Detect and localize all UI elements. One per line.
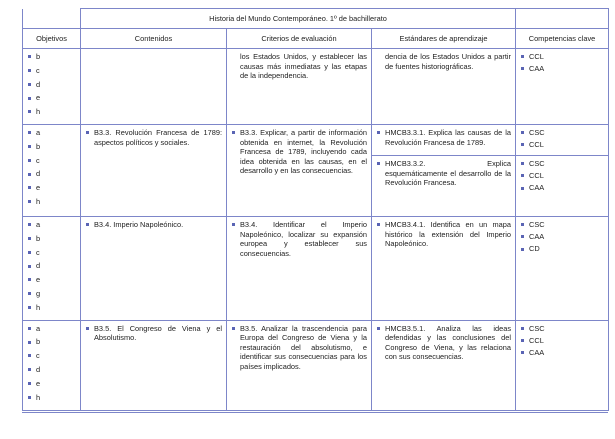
contenido-list (85, 324, 222, 343)
estandar-block (372, 155, 515, 191)
objetivos-cell (23, 320, 81, 410)
objetivo-item: g (27, 289, 76, 303)
contenido-list (85, 128, 222, 147)
objetivos-cell (23, 216, 81, 320)
objetivo-item: a (27, 220, 76, 234)
estandar-block (372, 321, 515, 365)
criterio-cell (227, 124, 372, 216)
objetivo-item: d (27, 80, 76, 94)
competencias-list (520, 324, 604, 361)
estandares-cell (372, 320, 516, 410)
curriculum-table (22, 8, 609, 411)
competencias-cell (516, 49, 609, 125)
competencia-item: CCL (520, 171, 604, 183)
header-objetivos: Objetivos (23, 29, 81, 49)
competencias-list (520, 159, 604, 196)
objetivo-item: b (27, 52, 76, 66)
objetivos-list (27, 52, 76, 121)
competencia-item: CCL (520, 336, 604, 348)
curriculum-table-sheet (22, 8, 608, 411)
objetivos-cell (23, 124, 81, 216)
criterio-cell (227, 320, 372, 410)
objetivos-cell (23, 49, 81, 125)
contenido-cell (81, 124, 227, 216)
competencia-item: CAA (520, 348, 604, 360)
objetivo-item: c (27, 248, 76, 262)
estandar-item: HMCB3.4.1. Identifica en un mapa histórico la extensión del Imperio Napoleónico. (376, 220, 511, 249)
competencias-list (520, 220, 604, 257)
contenido-item: B3.4. Imperio Napoleónico. (85, 220, 222, 230)
competencias-block (516, 125, 608, 155)
competencias-block (516, 217, 608, 260)
competencias-block (516, 155, 608, 199)
objetivo-item: d (27, 169, 76, 183)
criterio-list (231, 324, 367, 372)
competencia-item: CAA (520, 64, 604, 76)
empty-corner-cell (23, 9, 81, 29)
objetivo-item: h (27, 197, 76, 211)
criterio-item: los Estados Unidos, y establecer las causas más inmediatas y las etapas de la independencia. (240, 52, 367, 81)
competencia-item: CSC (520, 128, 604, 140)
estandares-cell (372, 216, 516, 320)
estandares-cell (372, 49, 516, 125)
objetivo-item: d (27, 365, 76, 379)
contenido-cell (81, 320, 227, 410)
objetivo-item: h (27, 303, 76, 317)
contenido-cell (81, 216, 227, 320)
estandar-list (376, 324, 511, 362)
empty-title-cell (516, 9, 609, 29)
table-row (23, 216, 609, 320)
competencias-cell (516, 320, 609, 410)
estandar-list (376, 159, 511, 188)
bottom-rule (22, 412, 608, 413)
objetivo-item: c (27, 156, 76, 170)
estandar-list (376, 128, 511, 147)
competencia-item: CSC (520, 220, 604, 232)
estandares-cell (372, 124, 516, 216)
header-competencias: Competencias clave (516, 29, 609, 49)
estandar-list (376, 220, 511, 249)
estandar-block (372, 217, 515, 252)
estandar-block (372, 125, 515, 155)
header-contenidos: Contenidos (81, 29, 227, 49)
estandar-item: HMCB3.3.1. Explica las causas de la Revolución Francesa de 1789. (376, 128, 511, 147)
objetivo-item: e (27, 379, 76, 393)
objetivos-list (27, 128, 76, 211)
objetivo-item: e (27, 275, 76, 289)
contenido-item: B3.3. Revolución Francesa de 1789: aspectos políticos y sociales. (85, 128, 222, 147)
competencia-item: CAA (520, 183, 604, 195)
criterio-cell (227, 216, 372, 320)
competencias-block (516, 321, 608, 364)
objetivos-list (27, 220, 76, 317)
objetivo-item: h (27, 107, 76, 121)
objetivo-item: b (27, 337, 76, 351)
estandar-item: dencia de los Estados Unidos a partir de fuentes historiográficas. (385, 52, 512, 71)
objetivo-item: a (27, 128, 76, 142)
competencia-item: CD (520, 244, 604, 256)
objetivo-item: b (27, 234, 76, 248)
competencias-cell (516, 216, 609, 320)
competencia-item: CCL (520, 140, 604, 152)
criterio-list (231, 220, 367, 258)
competencia-item: CAA (520, 232, 604, 244)
table-row (23, 124, 609, 216)
estandar-block (372, 49, 515, 74)
criterio-cell (227, 49, 372, 125)
table-row (23, 49, 609, 125)
objetivo-item: b (27, 142, 76, 156)
objetivo-item: a (27, 324, 76, 338)
criterio-item: B3.3. Explicar, a partir de información obtenida en internet, la Revolución Francesa de 1789, incluyendo cada idea obtenida en las causas, en el desarrollo y en las consecuencias. (231, 128, 367, 176)
contenido-list (85, 220, 222, 230)
competencias-cell (516, 124, 609, 216)
competencias-block (516, 49, 608, 79)
objetivos-list (27, 324, 76, 407)
competencia-item: CSC (520, 324, 604, 336)
table-title: Historia del Mundo Contemporáneo. 1º de bachillerato (81, 9, 516, 29)
estandar-item: HMCB3.3.2. Explica esquemáticamente el desarrollo de la Revolución Francesa. (376, 159, 511, 188)
objetivo-item: d (27, 261, 76, 275)
estandar-list (376, 52, 511, 71)
objetivo-item: e (27, 93, 76, 107)
objetivo-item: e (27, 183, 76, 197)
criterio-item: B3.4. Identificar el Imperio Napoleónico, localizar su expansión europea y establecer sus consecuencias. (231, 220, 367, 258)
criterio-list (231, 52, 367, 81)
objetivo-item: c (27, 351, 76, 365)
competencias-list (520, 52, 604, 76)
competencia-item: CCL (520, 52, 604, 64)
criterio-item: B3.5. Analizar la trascendencia para Europa del Congreso de Viena y la restauración del absolutismo, e identificar sus consecuencias para los países implicados. (231, 324, 367, 372)
competencias-list (520, 128, 604, 152)
contenido-item: B3.5. El Congreso de Viena y el Absolutismo. (85, 324, 222, 343)
header-criterios: Criterios de evaluación (227, 29, 372, 49)
table-body (23, 49, 609, 411)
objetivo-item: h (27, 393, 76, 407)
criterio-list (231, 128, 367, 176)
estandar-item: HMCB3.5.1. Analiza las ideas defendidas y las conclusiones del Congreso de Viena, y las relaciona con sus consecuencias. (376, 324, 511, 362)
competencia-item: CSC (520, 159, 604, 171)
objetivo-item: c (27, 66, 76, 80)
contenido-cell (81, 49, 227, 125)
header-estandares: Estándares de aprendizaje (372, 29, 516, 49)
table-row (23, 320, 609, 410)
